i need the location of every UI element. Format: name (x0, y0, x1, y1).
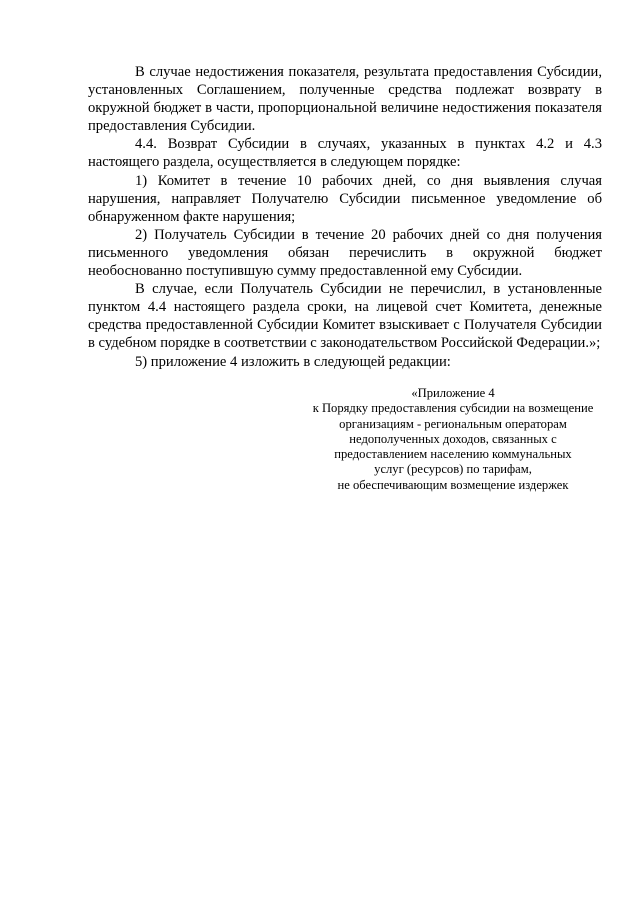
appendix-line: недополученных доходов, связанных с (349, 431, 557, 446)
appendix-heading (300, 386, 606, 493)
paragraph-refund-shortfall: В случае недостижения показателя, результата предоставления Субсидии, установленных Соглашением, полученные средства подлежат возврату в окружной бюджет в части, пропорциональной величине недостижения показателя предоставления Субсидии. (88, 64, 602, 135)
document-body (88, 63, 602, 371)
paragraph-item-1: 1) Комитет в течение 10 рабочих дней, со дня выявления случая нарушения, направляет Получателю Субсидии письменное уведомление об обнаруженном факте нарушения; (88, 172, 602, 225)
appendix-line: не обеспечивающим возмещение издержек (337, 477, 569, 492)
paragraph-court-recovery: В случае, если Получатель Субсидии не перечислил, в установленные пунктом 4.4 настоящего раздела сроки, на лицевой счет Комитета, денежные средства предоставленной Субсидии Комитет взыскивает с Получателя Субсидии в судебном порядке в соответствии с законодательством Российской Федерации.»; (88, 281, 602, 352)
appendix-line: услуг (ресурсов) по тарифам, (374, 462, 532, 477)
appendix-line: предоставлением населению коммунальных (334, 447, 572, 462)
appendix-line: «Приложение 4 (411, 386, 495, 400)
paragraph-appendix-intro: 5) приложение 4 изложить в следующей редакции: (135, 353, 451, 370)
appendix-line: организациям - региональным операторам (339, 416, 567, 431)
paragraph-item-2: 2) Получатель Субсидии в течение 20 рабочих дней со дня получения письменного уведомления обязан перечислить в окружной бюджет необоснованно поступившую сумму предоставленной ему Субсидии. (88, 226, 602, 280)
appendix-line: к Порядку предоставления субсидии на возмещение (312, 401, 594, 416)
paragraph-4-4: 4.4. Возврат Субсидии в случаях, указанных в пунктах 4.2 и 4.3 настоящего раздела, осуществляется в следующем порядке: (88, 136, 602, 171)
